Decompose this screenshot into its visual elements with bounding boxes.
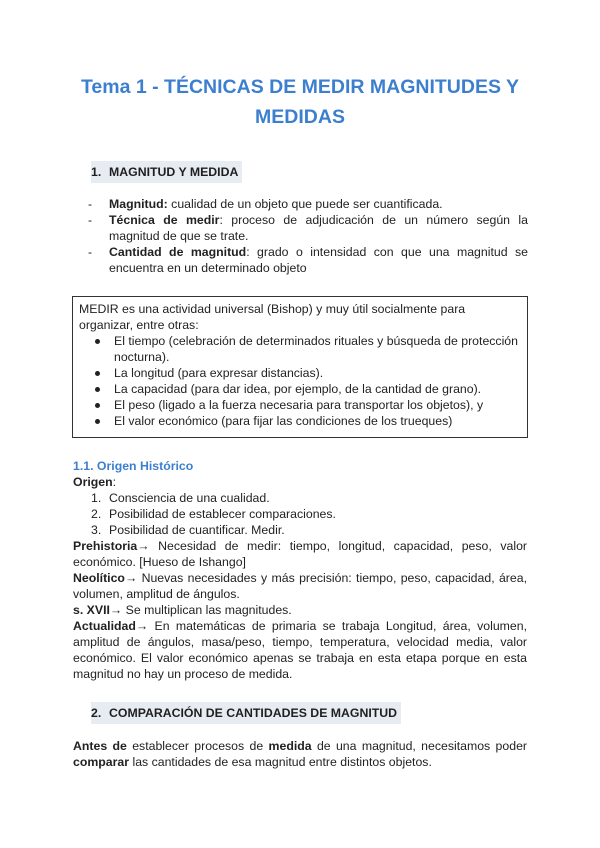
origen-item-text: Posibilidad de cuantificar. Medir. (109, 523, 285, 537)
definition-text: cualidad de un objeto que puede ser cuantificada. (167, 197, 443, 211)
neolitico-paragraph (73, 570, 527, 602)
bullet-item: El tiempo (celebración de determinados rituales y búsqueda de protección nocturna). (79, 333, 521, 365)
paragraph-label: Neolítico (73, 571, 125, 585)
box-intro: MEDIR es una actividad universal (Bishop) y muy útil socialmente para organizar, entre otras: (79, 302, 466, 332)
definition-item (88, 244, 528, 276)
origen-item (73, 522, 527, 538)
bullet-item: La longitud (para expresar distancias). (79, 365, 521, 381)
paragraph-label: Prehistoria (73, 539, 138, 553)
section-2-heading (91, 702, 401, 724)
origen-item-number: 3. (91, 523, 102, 537)
bullet-item: El peso (ligado a la fuerza necesaria para transportar los objetos), y (79, 397, 521, 413)
origen-item (73, 490, 527, 506)
origen-list (73, 490, 527, 538)
paragraph-label: s. XVII (73, 603, 110, 617)
paragraph-text: → Nuevas necesidades y más precisión: tiempo, peso, capacidad, área, volumen, amplitud de ángulos. (73, 571, 527, 601)
prehistoria-paragraph (73, 538, 527, 570)
origen-item-text: Posibilidad de establecer comparaciones. (109, 507, 336, 521)
section-1-title: MAGNITUD Y MEDIDA (109, 165, 239, 179)
origen-colon: : (112, 475, 117, 489)
bullet-item: La capacidad (para dar idea, por ejemplo, de la cantidad de grano). (79, 381, 521, 397)
definition-term: Magnitud: (109, 197, 168, 211)
subsection-heading: 1.1. Origen Histórico (73, 459, 194, 473)
bold-text: Antes de (73, 739, 127, 753)
paragraph-text: → Necesidad de medir: tiempo, longitud, capacidad, peso, valor económico. [Hueso de Ishango] (73, 539, 527, 569)
definition-text: : grado o intensidad con que una magnitud se encuentra en un determinado objeto (109, 245, 528, 275)
plain-text: de una magnitud, necesitamos poder (311, 739, 527, 753)
paragraph-text: → En matemáticas de primaria se trabaja Longitud, área, volumen, amplitud de ángulos, masa/peso, tiempo, temperatura, velocidad media, valor económico. El valor económico apenas se trabaja en esta etapa porque en esta magnitud no hay un proceso de medida. (73, 619, 527, 681)
origen-item-number: 2. (91, 507, 102, 521)
origen-item (73, 506, 527, 522)
section-2-title: COMPARACIÓN DE CANTIDADES DE MAGNITUD (109, 706, 398, 720)
section-1-number: 1. (91, 165, 102, 179)
definition-item (88, 196, 528, 212)
medir-info-box (72, 296, 528, 438)
plain-text: las cantidades de esa magnitud entre distintos objetos. (129, 755, 432, 769)
definition-item (88, 212, 528, 244)
definitions-list (88, 196, 528, 276)
section-2-body (73, 738, 527, 770)
section-1-heading (91, 161, 242, 183)
actualidad-paragraph (73, 618, 527, 682)
definition-text: : proceso de adjudicación de un número según la magnitud de que se trate. (109, 213, 528, 243)
bullet-item: El valor económico (para fijar las condiciones de los trueques) (79, 413, 521, 429)
definition-term: Cantidad de magnitud (109, 245, 247, 259)
definition-term: Técnica de medir (109, 213, 220, 227)
box-bullet-list (79, 333, 521, 429)
origen-item-number: 1. (91, 491, 102, 505)
origen-block (73, 474, 527, 682)
section-2-number: 2. (91, 706, 102, 720)
paragraph-label: Actualidad (73, 619, 136, 633)
origen-label-line (73, 474, 527, 490)
siglo-xvii-paragraph (73, 602, 527, 618)
section-2-paragraph (73, 738, 527, 770)
bold-text: medida (268, 739, 312, 753)
origen-item-text: Consciencia de una cualidad. (109, 491, 270, 505)
origen-label: Origen (73, 475, 113, 489)
bold-text: comparar (73, 755, 130, 769)
paragraph-text: → Se multiplican las magnitudes. (109, 603, 292, 617)
plain-text: establecer procesos de (126, 739, 269, 753)
page-title: Tema 1 - TÉCNICAS DE MEDIR MAGNITUDES Y MEDIDAS (80, 76, 520, 128)
